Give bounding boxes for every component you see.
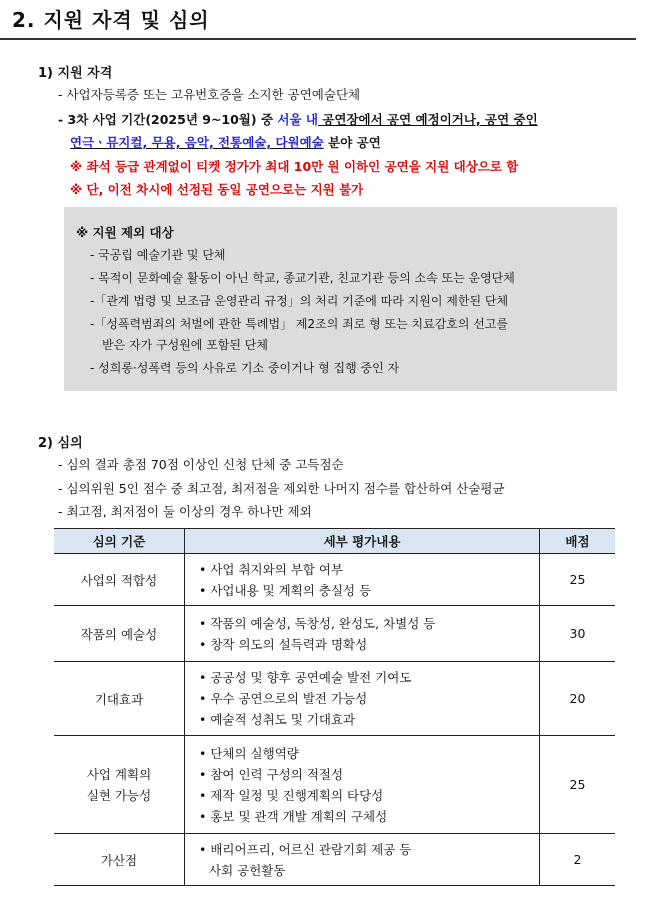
page-title: 2. 지원 자격 및 심의	[12, 8, 210, 32]
detail-item: • 참여 인력 구성의 적절성	[199, 764, 539, 785]
table-header-row	[54, 529, 615, 554]
detail-item: • 제작 일정 및 진행계획의 타당성	[199, 785, 539, 806]
exclusion-item-2: - 목적이 문화예술 활동이 아닌 학교, 종교기관, 친교기관 등의 소속 또는 운영단체	[90, 271, 515, 285]
review-item-2: - 심의위원 5인 점수 중 최고점, 최저점을 제외한 나머지 점수를 합산하여 산술평균	[58, 481, 505, 496]
review-item-3: - 최고점, 최저점이 둘 이상의 경우 하나만 제외	[58, 504, 312, 519]
eligibility-location: 서울 내	[277, 112, 318, 127]
criterion-cell	[54, 736, 185, 834]
detail-cont-text: 사회 공헌활동	[209, 862, 286, 878]
detail-item: • 배리어프리, 어르신 관람기회 제공 등	[199, 839, 539, 860]
detail-item: • 예술적 성취도 및 기대효과	[199, 709, 539, 730]
criterion-cell: 작품의 예술성	[54, 606, 185, 662]
exclusion-box	[64, 207, 617, 391]
header-criterion: 심의 기준	[54, 529, 185, 554]
eligibility-item-2-part5: 분야 공연	[323, 135, 381, 150]
title-underline	[0, 38, 636, 40]
score-cell: 25	[540, 736, 616, 834]
exclusion-item-3: -「관계 법령 및 보조금 운영관리 규정」의 처리 기준에 따라 지원이 제한된 단체	[90, 294, 509, 308]
details-cell	[185, 834, 540, 886]
header-details: 세부 평가내용	[185, 529, 540, 554]
evaluation-table	[54, 528, 615, 886]
detail-item-cont	[199, 860, 539, 881]
table-row	[54, 606, 615, 662]
section2-heading: 2) 심의	[38, 436, 83, 451]
eligibility-item-2-part3: 공연장에서 공연 예정이거나, 공연 중인	[317, 112, 538, 127]
eligibility-note-2: ※ 단, 이전 차시에 선정된 동일 공연으로는 지원 불가	[70, 182, 364, 197]
details-cell	[185, 554, 540, 606]
eligibility-item-2	[58, 110, 538, 128]
criterion-line: 실현 가능성	[86, 787, 152, 803]
detail-item: • 사업내용 및 계획의 충실성 등	[199, 580, 539, 601]
eligibility-item-2-cont	[70, 133, 381, 151]
criterion-cell: 가산점	[54, 834, 185, 886]
exclusion-item-4: -「성폭력범죄의 처벌에 관한 특례법」 제2조의 죄로 형 또는 치료감호의 선고를	[90, 317, 509, 331]
details-cell	[185, 606, 540, 662]
table-row	[54, 736, 615, 834]
detail-item: • 창작 의도의 설득력과 명확성	[199, 634, 539, 655]
score-cell: 20	[540, 662, 616, 736]
exclusion-heading: ※ 지원 제외 대상	[76, 225, 174, 240]
table-row	[54, 554, 615, 606]
eligibility-note-1: ※ 좌석 등급 관계없이 티켓 정가가 최대 10만 원 이하인 공연을 지원 대상으로 함	[70, 159, 519, 174]
review-item-1: - 심의 결과 총점 70점 이상인 신청 단체 중 고득점순	[58, 457, 344, 472]
criterion-cell: 기대효과	[54, 662, 185, 736]
detail-item: • 홍보 및 관객 개발 계획의 구체성	[199, 806, 539, 827]
score-cell: 25	[540, 554, 616, 606]
detail-item: • 단체의 실행역량	[199, 743, 539, 764]
detail-item: • 작품의 예술성, 독창성, 완성도, 차별성 등	[199, 613, 539, 634]
table-row	[54, 662, 615, 736]
details-cell	[185, 736, 540, 834]
criterion-cell: 사업의 적합성	[54, 554, 185, 606]
detail-item: • 공공성 및 향후 공연예술 발전 기여도	[199, 667, 539, 688]
score-cell: 2	[540, 834, 616, 886]
section1-heading: 1) 지원 자격	[38, 66, 113, 81]
table-row	[54, 834, 615, 886]
exclusion-item-5: - 성희롱·성폭력 등의 사유로 기소 중이거나 형 집행 중인 자	[90, 361, 400, 375]
header-score: 배점	[540, 529, 616, 554]
detail-item: • 사업 취지와의 부합 여부	[199, 559, 539, 580]
eligibility-genres: 연극ㆍ뮤지컬, 무용, 음악, 전통예술, 다원예술	[70, 135, 324, 150]
exclusion-item-4-cont: 받은 자가 구성원에 포함된 단체	[102, 338, 268, 352]
eligibility-item-2-part1: - 3차 사업 기간(2025년 9~10월) 중	[58, 112, 278, 127]
criterion-line: 사업 계획의	[86, 766, 152, 782]
detail-item: • 우수 공연으로의 발전 가능성	[199, 688, 539, 709]
details-cell	[185, 662, 540, 736]
exclusion-item-1: - 국공립 예술기관 및 단체	[90, 248, 226, 262]
score-cell: 30	[540, 606, 616, 662]
eligibility-item-1: - 사업자등록증 또는 고유번호증을 소지한 공연예술단체	[58, 87, 361, 102]
